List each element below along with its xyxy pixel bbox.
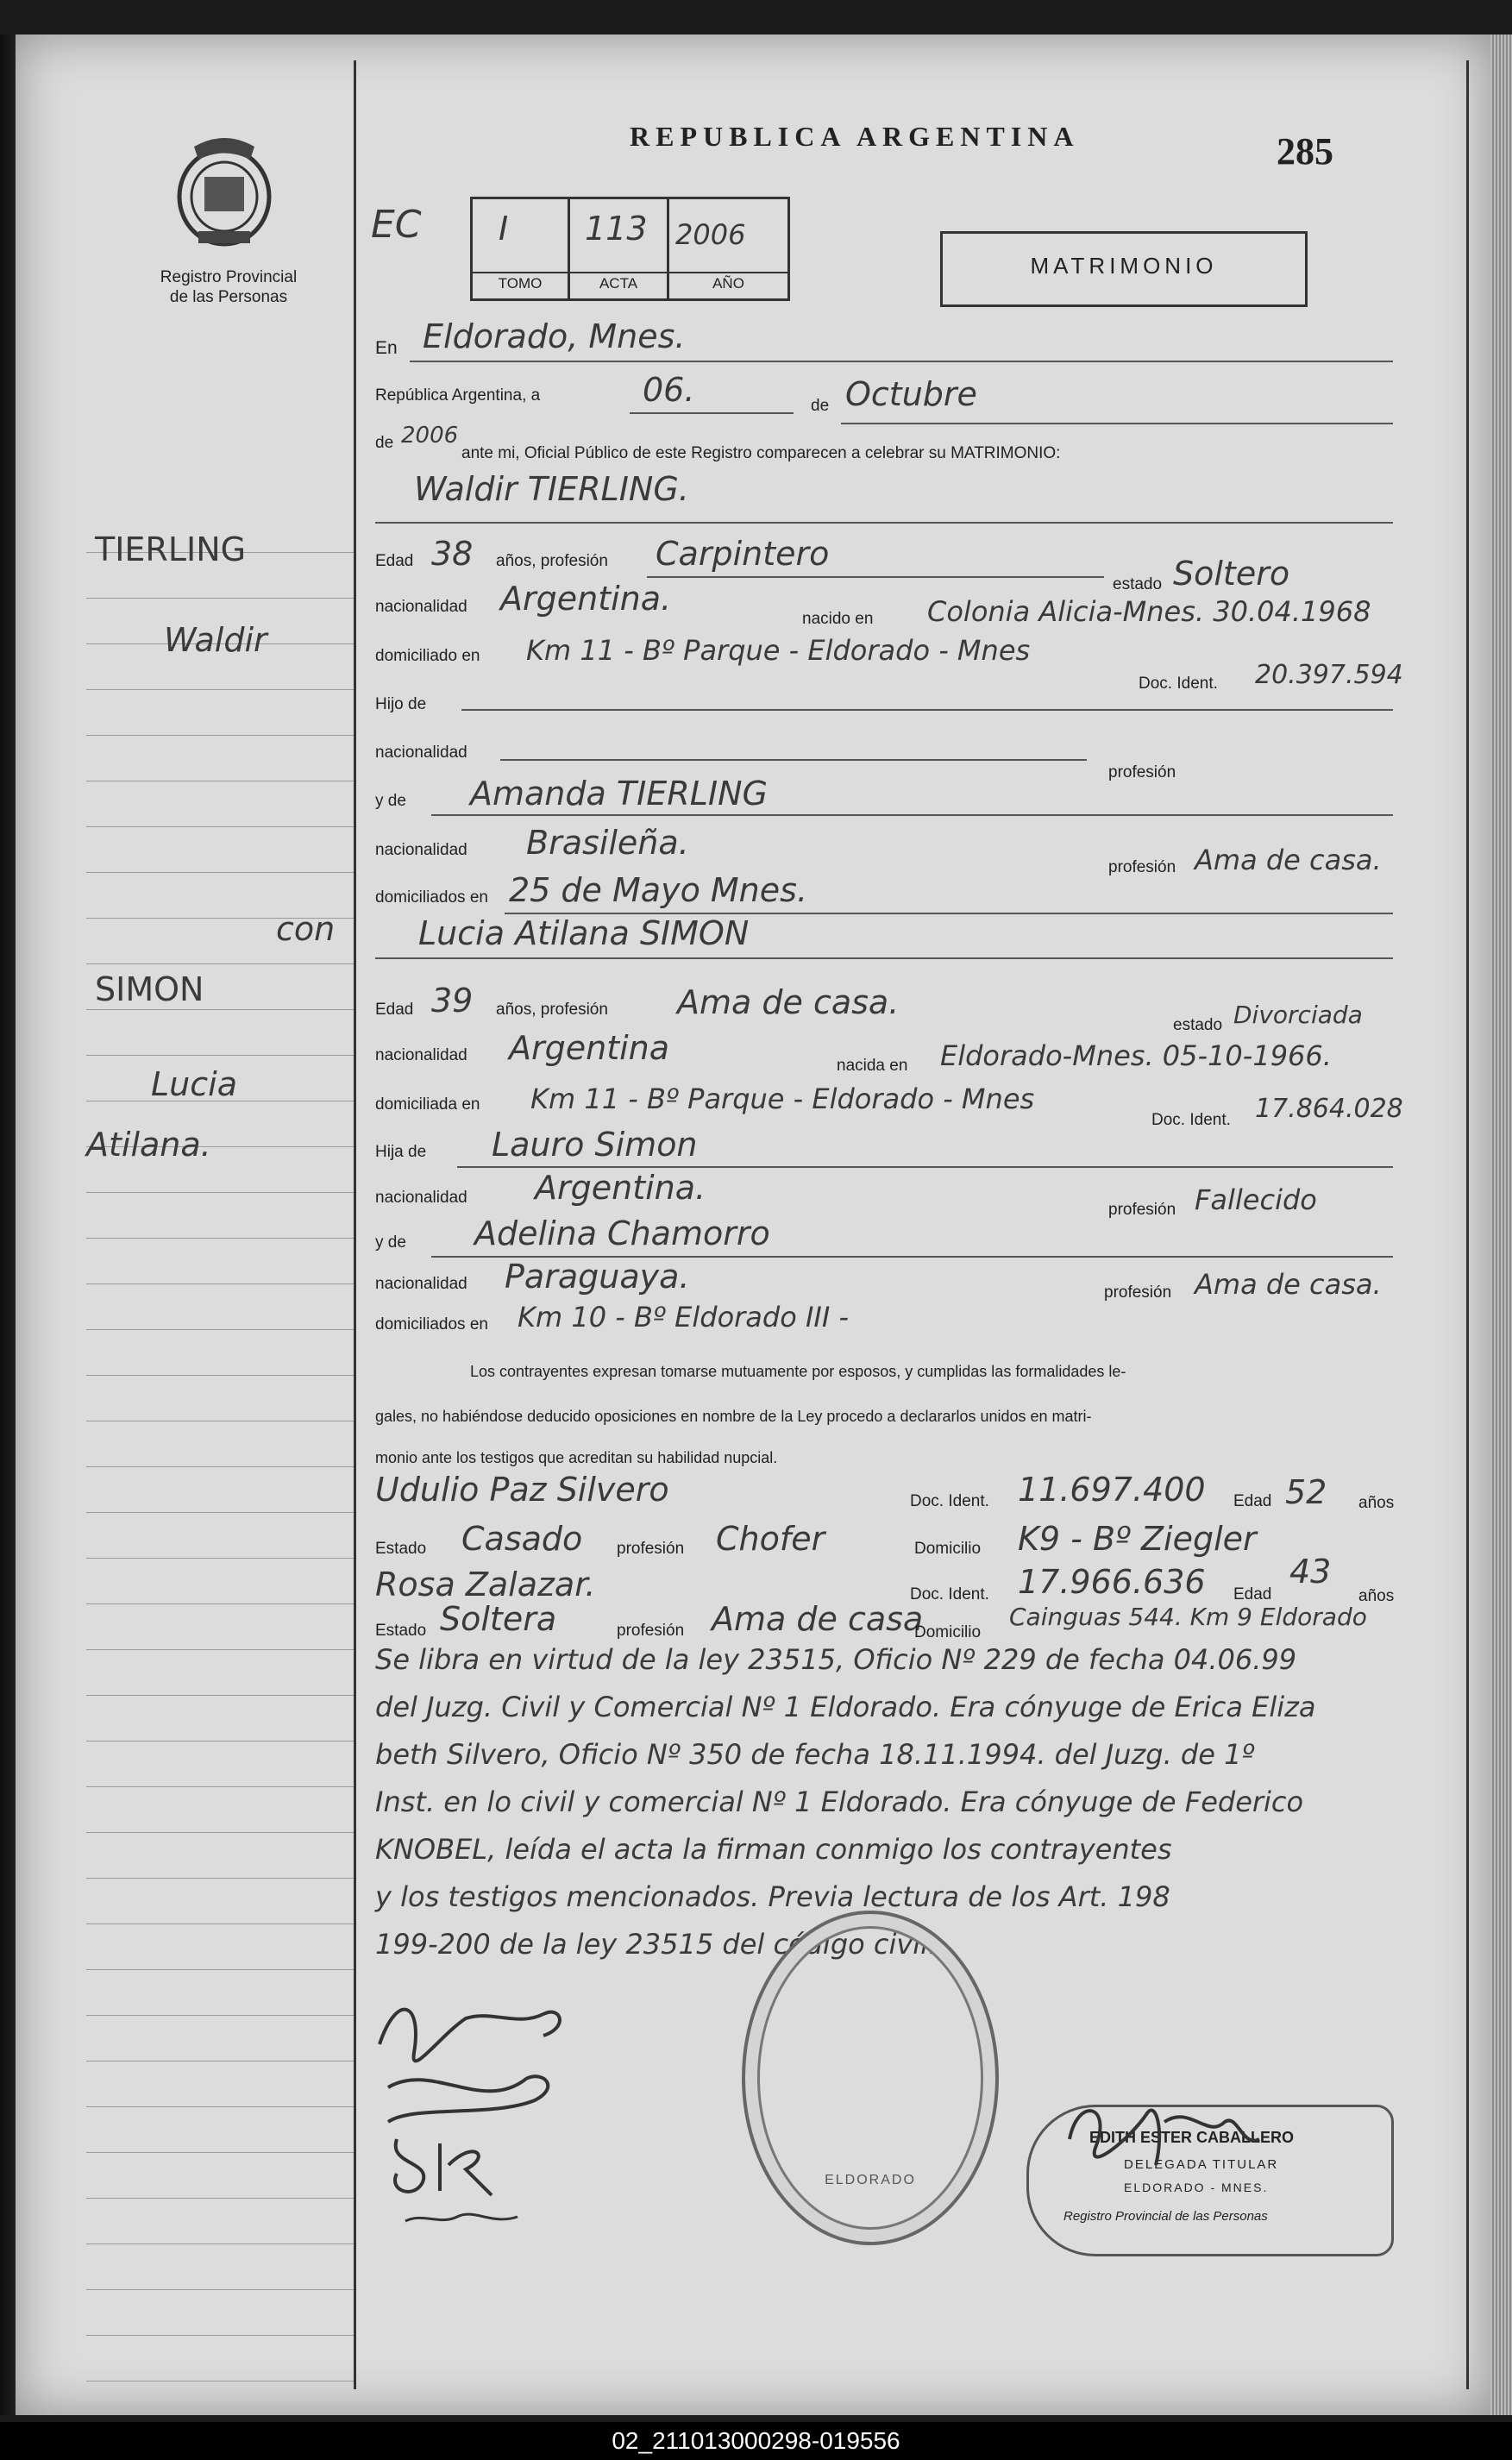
groom-doc: 20.397.594 (1255, 660, 1403, 690)
margin-ruled-line (86, 963, 354, 964)
groom-parents-address: 25 de Mayo Mnes. (509, 871, 808, 909)
registry-name-line-1: Registro Provincial (160, 268, 298, 286)
margin-ruled-line (86, 1832, 354, 1833)
margin-ruled-line (86, 1238, 354, 1239)
groom-marital-status: Soltero (1173, 555, 1290, 593)
bride-hija-label: Hija de (375, 1143, 427, 1161)
margin-ruled-line (86, 1283, 354, 1284)
registration-box (470, 197, 790, 301)
margin-ruled-line (86, 689, 354, 690)
bride-father: Lauro Simon (492, 1126, 698, 1164)
margin-ruled-line (86, 1558, 354, 1559)
page-stack-edge (1490, 35, 1512, 2415)
bride-parents-addr-label: domiciliados en (375, 1315, 488, 1334)
groom-address: Km 11 - Bº Parque - Eldorado - Mnes (526, 634, 1031, 667)
witness1-status: Casado (461, 1520, 583, 1558)
right-border-line (1466, 60, 1469, 2389)
margin-ruled-line (86, 1923, 354, 1924)
place-value: Eldorado, Mnes. (423, 317, 686, 355)
tomo-value: I (499, 210, 509, 248)
official-stamp-line-4: Registro Provincial de las Personas (1063, 2209, 1268, 2224)
witness2-status: Soltera (440, 1600, 557, 1638)
bride-margin-given-1: Lucia (151, 1065, 237, 1103)
margin-ruled-line (86, 598, 354, 599)
bride-mother-prof-label: profesión (1104, 1283, 1172, 1302)
groom-nationality-label: nacionalidad (375, 598, 467, 616)
en-label: En (375, 338, 398, 358)
bride-father-nat-label: nacionalidad (375, 1189, 467, 1207)
witness2-doc-label: Doc. Ident. (910, 1585, 989, 1603)
witness2-doc: 17.966.636 (1018, 1563, 1206, 1601)
margin-ruled-line (86, 1603, 354, 1604)
bride-marital-status: Divorciada (1233, 1001, 1363, 1029)
groom-age-label: Edad (375, 552, 414, 570)
de-year-label: de (375, 434, 394, 452)
witness2-profesion-label: profesión (617, 1622, 685, 1640)
margin-ruled-line (86, 1466, 354, 1467)
declaration-line-2: gales, no habiéndose deducido oposiciones en nombre de la Ley procedo a declararlos unidos en matri- (375, 1408, 1092, 1425)
witness1-profesion-label: profesión (617, 1540, 685, 1558)
registry-name-line-2: de las Personas (169, 288, 288, 306)
note-line-7: 199-200 de la ley 23515 del código civil. (375, 1928, 938, 1961)
margin-ruled-line (86, 1649, 354, 1650)
witness1-estado-label: Estado (375, 1540, 427, 1558)
margin-ruled-line (86, 2198, 354, 2199)
official-stamp-line-1: EDITH ESTER CABALLERO (1089, 2129, 1295, 2146)
groom-margin-surname: TIERLING (95, 530, 247, 568)
note-line-2: del Juzg. Civil y Comercial Nº 1 Eldorado. Era cónyuge de Erica Eliza (375, 1691, 1316, 1723)
round-stamp-text: ELDORADO (825, 2173, 916, 2187)
de-label: de (811, 397, 830, 415)
margin-ruled-line (86, 1055, 354, 1056)
groom-nationality: Argentina. (500, 580, 672, 618)
witness1-anos-label: años (1358, 1494, 1395, 1512)
margin-ruled-line (86, 2289, 354, 2290)
margin-ruled-line (86, 2106, 354, 2107)
acta-label: ACTA (599, 275, 638, 292)
groom-address-label: domiciliado en (375, 647, 480, 665)
margin-ruled-line (86, 1786, 354, 1787)
registry-seal-stamp (742, 1911, 999, 2245)
act-type-box (940, 231, 1308, 307)
groom-birth: Colonia Alicia-Mnes. 30.04.1968 (927, 595, 1371, 628)
image-id-footer: 02_211013000298-019556 (0, 2422, 1512, 2460)
bride-father-nationality: Argentina. (535, 1169, 706, 1207)
bride-parents-address: Km 10 - Bº Eldorado III - (518, 1301, 849, 1334)
margin-ruled-line (86, 1878, 354, 1879)
witness2-age: 43 (1289, 1553, 1332, 1591)
note-line-3: beth Silvero, Oficio Nº 350 de fecha 18.11.1994. del Juzg. de 1º (375, 1738, 1255, 1771)
groom-estado-label: estado (1113, 575, 1163, 593)
bride-birth: Eldorado-Mnes. 05-10-1966. (940, 1039, 1332, 1072)
note-line-5: KNOBEL, leída el acta la firman conmigo los contrayentes (375, 1833, 1172, 1866)
margin-ruled-line (86, 1375, 354, 1376)
witness1-edad-label: Edad (1233, 1492, 1272, 1510)
groom-father-prof-label: profesión (1108, 763, 1176, 781)
witness2-estado-label: Estado (375, 1622, 427, 1640)
witness1-name: Udulio Paz Silvero (375, 1471, 669, 1509)
signatures-graphic (362, 1958, 725, 2243)
margin-ruled-line (86, 735, 354, 736)
margin-ruled-line (86, 2152, 354, 2153)
witness2-domicilio-label: Domicilio (914, 1623, 982, 1641)
bride-margin-surname: SIMON (95, 970, 204, 1008)
witness2-edad-label: Edad (1233, 1585, 1272, 1603)
bride-age: 39 (431, 982, 474, 1020)
provincial-coat-of-arms-icon (168, 129, 280, 250)
groom-parents-addr-label: domiciliados en (375, 888, 488, 907)
bride-father-profession: Fallecido (1195, 1183, 1317, 1216)
margin-divider-line (354, 60, 356, 2389)
margin-ruled-line (86, 872, 354, 873)
witness1-doc: 11.697.400 (1018, 1471, 1206, 1509)
declaration-line-3: monio ante los testigos que acreditan su habilidad nupcial. (375, 1449, 778, 1466)
groom-mother-nat-label: nacionalidad (375, 841, 467, 859)
registry-name (138, 267, 319, 307)
groom-mother-prof-label: profesión (1108, 858, 1176, 876)
witness2-address: Cainguas 544. Km 9 Eldorado (1009, 1603, 1367, 1631)
bride-doc-label: Doc. Ident. (1151, 1111, 1231, 1129)
tomo-label: TOMO (498, 275, 543, 292)
bride-full-name: Lucia Atilana SIMON (418, 914, 750, 952)
bride-mother-nat-label: nacionalidad (375, 1275, 467, 1293)
note-line-6: y los testigos mencionados. Previa lectura de los Art. 198 (375, 1880, 1170, 1913)
groom-profesion-label: años, profesión (496, 552, 608, 570)
witness1-profession: Chofer (716, 1520, 825, 1558)
declaration-line-1: Los contrayentes expresan tomarse mutuamente por esposos, y cumplidas las formalidades le- (470, 1363, 1126, 1380)
margin-ruled-line (86, 1192, 354, 1193)
official-signature-graphic (1052, 2087, 1311, 2217)
groom-doc-label: Doc. Ident. (1139, 675, 1218, 693)
margin-ruled-line (86, 1512, 354, 1513)
acta-value: 113 (585, 210, 648, 248)
groom-father-nat-label: nacionalidad (375, 744, 467, 762)
bride-profesion-label: años, profesión (496, 1001, 608, 1019)
bride-mother-profession: Ama de casa. (1195, 1268, 1382, 1301)
witness1-age: 52 (1285, 1473, 1327, 1511)
bride-estado-label: estado (1173, 1016, 1223, 1034)
bride-mother-nationality: Paraguaya. (505, 1258, 690, 1296)
bride-nationality-label: nacionalidad (375, 1046, 467, 1064)
groom-y-de-label: y de (375, 792, 406, 810)
witness2-profession: Ama de casa (712, 1600, 924, 1638)
margin-ruled-line (86, 1969, 354, 1970)
month-value: Octubre (845, 375, 977, 413)
bride-father-prof-label: profesión (1108, 1201, 1176, 1219)
groom-age: 38 (431, 535, 474, 573)
groom-mother-profession: Ama de casa. (1195, 844, 1382, 876)
margin-ruled-line (86, 1695, 354, 1696)
page-number: 285 (1277, 130, 1333, 173)
witness1-doc-label: Doc. Ident. (910, 1492, 989, 1510)
groom-mother-nationality: Brasileña. (526, 824, 689, 862)
note-line-1: Se libra en virtud de la ley 23515, Oficio Nº 229 de fecha 04.06.99 (375, 1643, 1297, 1676)
ano-label: AÑO (712, 275, 744, 292)
note-line-4: Inst. en lo civil y comercial Nº 1 Eldorado. Era cónyuge de Federico (375, 1785, 1304, 1818)
margin-ruled-line (86, 1329, 354, 1330)
margin-ruled-line (86, 2335, 354, 2336)
witness1-domicilio-label: Domicilio (914, 1540, 982, 1558)
comparecen-label: ante mi, Oficial Público de este Registro comparecen a celebrar su MATRIMONIO: (461, 444, 1061, 462)
official-stamp-line-2: DELEGADA TITULAR (1124, 2157, 1279, 2172)
groom-full-name: Waldir TIERLING. (414, 470, 689, 508)
official-stamp-line-3: ELDORADO - MNES. (1124, 2181, 1269, 2194)
witness1-address: K9 - Bº Ziegler (1018, 1520, 1257, 1558)
groom-hijo-label: Hijo de (375, 695, 427, 713)
bride-age-label: Edad (375, 1001, 414, 1019)
groom-profession: Carpintero (656, 535, 830, 573)
bride-address: Km 11 - Bº Parque - Eldorado - Mnes (530, 1083, 1035, 1115)
ec-mark: EC (371, 203, 422, 247)
ano-value: 2006 (675, 218, 746, 251)
bride-nationality: Argentina (509, 1029, 670, 1067)
margin-ruled-line (86, 1009, 354, 1010)
act-type: MATRIMONIO (1030, 253, 1218, 279)
margin-ruled-line (86, 2061, 354, 2062)
bride-mother: Adelina Chamorro (474, 1214, 770, 1252)
bride-margin-given-2: Atilana. (86, 1126, 211, 1164)
day-value: 06. (643, 371, 695, 409)
margin-ruled-line (86, 2015, 354, 2016)
republica-label: República Argentina, a (375, 386, 541, 405)
witness2-name: Rosa Zalazar. (375, 1566, 596, 1603)
margin-ruled-line (86, 2381, 354, 2382)
con-label: con (276, 910, 336, 948)
bride-y-de-label: y de (375, 1233, 406, 1252)
year-value: 2006 (401, 423, 459, 449)
bride-nacida-label: nacida en (837, 1057, 908, 1075)
country-heading: REPUBLICA ARGENTINA (630, 121, 1080, 152)
margin-ruled-line (86, 826, 354, 827)
bride-profession: Ama de casa. (677, 983, 900, 1021)
margin-ruled-line (86, 2243, 354, 2244)
groom-margin-given: Waldir (164, 621, 267, 659)
groom-nacido-label: nacido en (802, 610, 874, 628)
bride-address-label: domiciliada en (375, 1095, 480, 1114)
witness2-anos-label: años (1358, 1587, 1395, 1605)
bride-doc: 17.864.028 (1255, 1094, 1403, 1124)
groom-mother: Amanda TIERLING (470, 775, 768, 813)
